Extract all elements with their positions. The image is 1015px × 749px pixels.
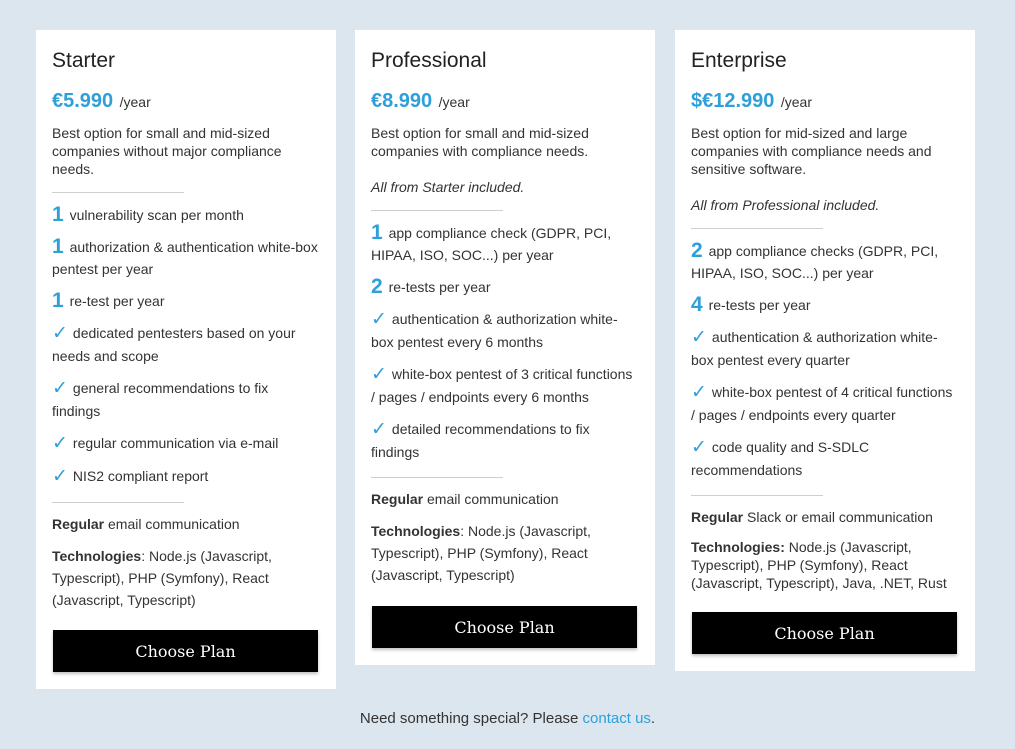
feature-text: general recommendations to fix findings (52, 380, 269, 419)
checkmark-icon: ✓ (52, 378, 68, 399)
feature-text: code quality and S-SDLC recommendations (691, 439, 870, 478)
footer-end: . (650, 710, 656, 727)
feature-count: 1 (371, 221, 383, 244)
communication-text: email communication (423, 491, 559, 507)
communication-text: Slack or email communication (743, 509, 933, 525)
feature-count: 4 (691, 293, 703, 316)
feature-text: white-box pentest of 4 critical functions / pages / endpoints every quarter (691, 384, 953, 423)
feature-item (691, 294, 958, 316)
feature-text: authentication & authorization white-box pentest every quarter (691, 329, 938, 368)
technologies-label: Technologies: (691, 539, 785, 555)
feature-item (52, 236, 319, 280)
feature-count: 1 (52, 235, 64, 258)
feature-count: 1 (52, 203, 64, 226)
communication-info (52, 515, 319, 533)
feature-text: app compliance checks (GDPR, PCI, HIPAA, ISO, SOC...) per year (691, 243, 939, 281)
feature-item (371, 363, 638, 408)
price-line (371, 88, 638, 116)
feature-item (52, 432, 319, 455)
feature-list (691, 240, 958, 481)
communication-level: Regular (52, 516, 105, 532)
feature-item (691, 436, 958, 481)
plan-description: Best option for small and mid-sized companies with compliance needs. (371, 125, 589, 159)
communication-info (691, 508, 958, 526)
feature-text: regular communication via e-mail (72, 435, 279, 451)
plan-card-enterprise (675, 30, 975, 671)
footer-note (0, 710, 1015, 727)
feature-item (691, 381, 958, 426)
technologies-text: : Node.js (Javascript, Typescript), PHP (Symfony), React (Javascript, Typescript) (371, 523, 591, 583)
feature-text: vulnerability scan per month (69, 207, 244, 223)
plan-title: Enterprise (691, 49, 787, 72)
feature-list (52, 204, 319, 488)
feature-text: re-tests per year (388, 279, 491, 295)
plan-title: Starter (52, 49, 116, 72)
contact-us-link[interactable]: contact us (582, 710, 651, 727)
plan-price: €5.990 (52, 90, 114, 112)
feature-item (371, 276, 638, 298)
feature-text: detailed recommendations to fix findings (371, 421, 590, 460)
checkmark-icon: ✓ (691, 437, 707, 458)
choose-plan-button-starter[interactable]: Choose Plan (53, 630, 318, 672)
choose-plan-button-enterprise[interactable]: Choose Plan (692, 612, 957, 654)
divider (52, 502, 184, 503)
feature-item (691, 326, 958, 371)
checkmark-icon: ✓ (691, 327, 707, 348)
technologies-text: : Node.js (Javascript, Typescript), PHP (Symfony), React (Javascript, Typescript) (52, 548, 272, 608)
feature-count: 1 (52, 289, 64, 312)
divider (371, 477, 503, 478)
divider (691, 228, 823, 229)
technologies-label: Technologies (52, 548, 142, 564)
checkmark-icon: ✓ (371, 419, 387, 440)
included-note: All from Starter included. (371, 179, 525, 195)
technologies-label: Technologies (371, 523, 461, 539)
feature-text: dedicated pentesters based on your needs and scope (52, 325, 296, 364)
communication-text: email communication (104, 516, 240, 532)
plan-description: Best option for mid-sized and large companies with compliance needs and sensitive software. (691, 125, 932, 177)
technologies-text: Node.js (Javascript, Typescript), PHP (Symfony), React (Javascript, Typescript), Java, .NET, Rust (691, 539, 947, 591)
feature-count: 2 (371, 275, 383, 298)
checkmark-icon: ✓ (52, 466, 68, 487)
communication-level: Regular (371, 491, 424, 507)
plan-period: /year (119, 94, 151, 110)
feature-text: authorization & authentication white-box pentest per year (52, 239, 318, 277)
feature-text: authentication & authorization white-box pentest every 6 months (371, 311, 618, 350)
feature-list (371, 222, 638, 463)
feature-item (691, 240, 958, 284)
price-line (691, 88, 958, 116)
feature-text: NIS2 compliant report (72, 468, 209, 484)
plan-description: Best option for small and mid-sized companies without major compliance needs. (52, 125, 282, 177)
feature-text: re-tests per year (708, 297, 811, 313)
checkmark-icon: ✓ (691, 382, 707, 403)
feature-item (52, 377, 319, 422)
included-note: All from Professional included. (691, 197, 880, 213)
divider (52, 192, 184, 193)
feature-item (52, 322, 319, 367)
feature-count: 2 (691, 239, 703, 262)
feature-item (371, 222, 638, 266)
plan-period: /year (438, 94, 470, 110)
divider (691, 495, 823, 496)
feature-item (371, 308, 638, 353)
technologies-info (52, 545, 319, 611)
feature-item (52, 465, 319, 488)
technologies-info (371, 520, 638, 586)
plan-card-professional (355, 30, 655, 665)
footer-text: Need something special? Please (359, 710, 583, 727)
feature-item (52, 290, 319, 312)
plan-price: €8.990 (371, 90, 433, 112)
feature-text: white-box pentest of 3 critical functions / pages / endpoints every 6 months (371, 366, 633, 405)
price-line (52, 88, 319, 116)
plan-period: /year (780, 94, 812, 110)
plan-card-starter (36, 30, 336, 689)
feature-text: app compliance check (GDPR, PCI, HIPAA, ISO, SOC...) per year (371, 225, 612, 263)
divider (371, 210, 503, 211)
feature-text: re-test per year (69, 293, 165, 309)
plan-title: Professional (371, 49, 487, 72)
communication-level: Regular (691, 509, 744, 525)
plan-price: $€12.990 (691, 90, 775, 112)
communication-info (371, 490, 638, 508)
checkmark-icon: ✓ (371, 364, 387, 385)
feature-item (371, 418, 638, 463)
checkmark-icon: ✓ (52, 323, 68, 344)
feature-item (52, 204, 319, 226)
technologies-info (691, 538, 958, 592)
checkmark-icon: ✓ (52, 433, 68, 454)
choose-plan-button-professional[interactable]: Choose Plan (372, 606, 637, 648)
checkmark-icon: ✓ (371, 309, 387, 330)
